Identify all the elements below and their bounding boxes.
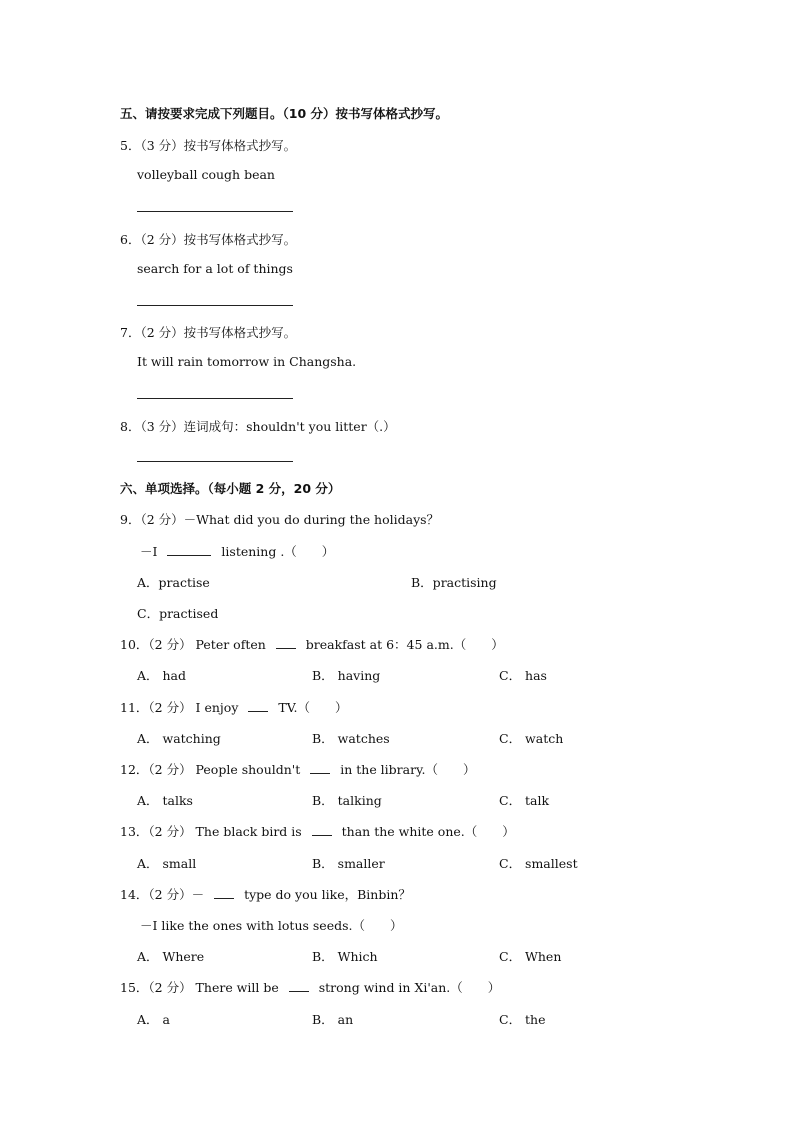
question-6-words: search for a lot of things (137, 261, 293, 276)
question-11-option-c[interactable]: C． watch (499, 731, 564, 746)
question-14-blank (214, 888, 234, 899)
question-15-stem-pre: 15．（2 分） There will be (120, 980, 279, 995)
question-7-answer-line (137, 398, 293, 399)
question-10-option-a[interactable]: A． had (137, 668, 187, 683)
question-12-option-a[interactable]: A． talks (137, 793, 193, 808)
question-13-blank (312, 825, 332, 836)
question-14-stem (120, 885, 411, 903)
question-14-stem-post: type do you like，Binbin？ (244, 887, 411, 902)
question-9-stem-pre: －I (140, 544, 158, 559)
question-10-option-b[interactable]: B． having (312, 668, 381, 683)
question-9-option-a[interactable]: A．practise (137, 575, 210, 590)
question-14-option-b[interactable]: B． Which (312, 949, 378, 964)
question-15-option-c[interactable]: C． the (499, 1012, 546, 1027)
question-9-blank (167, 545, 211, 556)
question-11-stem (120, 698, 348, 716)
question-11-blank (248, 701, 268, 712)
section-6-heading: 六、单项选择。（每小题 2 分，20 分） (120, 481, 341, 496)
question-11-stem-post: TV.（ ） (278, 700, 348, 715)
question-8-answer-line (137, 461, 293, 462)
question-13-stem-post: than the white one.（ ） (341, 824, 515, 839)
question-13-stem (120, 822, 515, 840)
question-11-stem-pre: 11．（2 分） I enjoy (120, 700, 239, 715)
question-14-stem-pre: 14．（2 分）－ (120, 887, 205, 902)
question-15-option-a[interactable]: A． a (137, 1012, 170, 1027)
question-14-stem-line2: －I like the ones with lotus seeds.（ ） (140, 918, 403, 933)
question-5-answer-line (137, 211, 293, 212)
question-12-stem-pre: 12．（2 分） People shouldn't (120, 762, 301, 777)
question-13-option-b[interactable]: B． smaller (312, 856, 385, 871)
question-9-stem: 9．（2 分）－What did you do during the holidays？ (120, 512, 440, 527)
question-9-stem-post: listening .（ ） (221, 544, 335, 559)
question-12-stem-post: in the library.（ ） (340, 762, 476, 777)
question-7-words: It will rain tomorrow in Changsha. (137, 354, 357, 369)
question-15-stem-post: strong wind in Xi'an.（ ） (318, 980, 501, 995)
question-11-option-a[interactable]: A． watching (137, 731, 221, 746)
question-13-stem-pre: 13．（2 分） The black bird is (120, 824, 302, 839)
question-12-blank (310, 763, 330, 774)
question-6-answer-line (137, 305, 293, 306)
question-7-stem: 7．（2 分）按书写体格式抄写。 (120, 325, 297, 340)
question-13-option-c[interactable]: C． smallest (499, 856, 578, 871)
question-10-option-c[interactable]: C． has (499, 668, 547, 683)
question-10-stem-post: breakfast at 6：45 a.m.（ ） (305, 637, 504, 652)
question-12-option-c[interactable]: C． talk (499, 793, 550, 808)
question-9-option-b[interactable]: B．practising (411, 575, 497, 590)
question-14-option-c[interactable]: C． When (499, 949, 562, 964)
question-15-blank (289, 981, 309, 992)
question-8-stem: 8．（3 分）连词成句：shouldn't you litter（.） (120, 419, 396, 434)
question-10-stem-pre: 10．（2 分） Peter often (120, 637, 266, 652)
question-12-stem (120, 760, 475, 778)
question-6-stem: 6．（2 分）按书写体格式抄写。 (120, 232, 297, 247)
question-5-words: volleyball cough bean (137, 167, 275, 182)
question-12-option-b[interactable]: B． talking (312, 793, 382, 808)
question-11-option-b[interactable]: B． watches (312, 731, 390, 746)
question-15-stem (120, 978, 500, 996)
question-5-stem: 5．（3 分）按书写体格式抄写。 (120, 138, 297, 153)
question-9-stem-line2 (140, 542, 334, 560)
question-10-stem (120, 635, 504, 653)
question-15-option-b[interactable]: B． an (312, 1012, 354, 1027)
question-14-option-a[interactable]: A． Where (137, 949, 205, 964)
question-10-blank (276, 638, 296, 649)
section-5-heading: 五、请按要求完成下列题目。（10 分）按书写体格式抄写。 (120, 106, 448, 121)
question-9-option-c[interactable]: C．practised (137, 606, 219, 621)
question-13-option-a[interactable]: A． small (137, 856, 197, 871)
